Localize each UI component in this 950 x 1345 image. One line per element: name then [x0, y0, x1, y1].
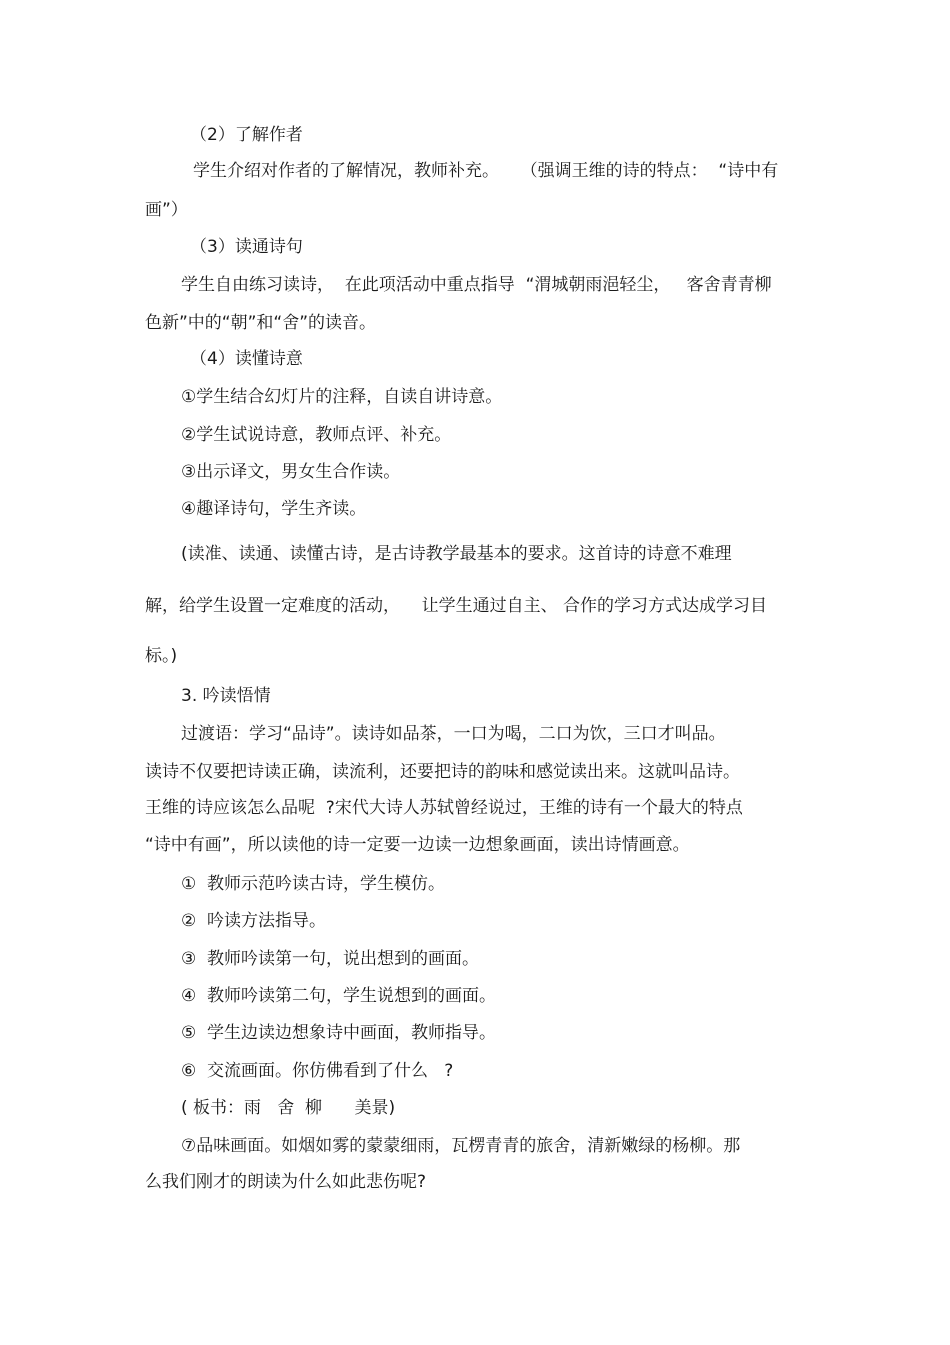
- paragraph-line: 读诗不仅要把诗读正确，读流利，还要把诗的韵味和感觉读出来。这就叫品诗。: [145, 762, 740, 782]
- paragraph-line: 学生介绍对作者的了解情况，教师补充。 （强调王维的诗的特点： “诗中有: [193, 161, 779, 181]
- list-item: ①学生结合幻灯片的注释，自读自讲诗意。: [181, 387, 503, 407]
- paragraph-line: 么我们刚才的朗读为什么如此悲伤呢?: [145, 1172, 427, 1192]
- paragraph-line: 解，给学生设置一定难度的活动， 让学生通过自主、 合作的学习方式达成学习目: [145, 596, 768, 616]
- paragraph-line: (读准、读通、读懂古诗，是古诗教学最基本的要求。这首诗的诗意不难理: [181, 544, 732, 564]
- list-item: ④趣译诗句，学生齐读。: [181, 499, 367, 519]
- list-item: ② 吟读方法指导。: [181, 911, 327, 931]
- paragraph-line: 色新”中的“朝”和“舍”的读音。: [145, 313, 377, 333]
- paragraph-line: ⑦品味画面。如烟如雾的蒙蒙细雨，瓦楞青青的旅舍，清新嫩绿的杨柳。那: [181, 1136, 741, 1156]
- list-item: ⑥ 交流画面。你仿佛看到了什么 ?: [181, 1061, 454, 1081]
- paragraph-line: 过渡语：学习“品诗”。读诗如品茶，一口为喝，二口为饮，三口才叫品。: [181, 724, 726, 744]
- paragraph-line: “诗中有画”，所以读他的诗一定要一边读一边想象画面，读出诗情画意。: [145, 835, 690, 855]
- paragraph-line: 标。): [145, 646, 178, 666]
- heading-understand-author: （2）了解作者: [190, 125, 303, 145]
- heading-read-through: （3）读通诗句: [190, 237, 303, 257]
- section-heading: 3. 吟读悟情: [181, 686, 271, 706]
- paragraph-line: 学生自由练习读诗， 在此项活动中重点指导 “渭城朝雨浥轻尘， 客舍青青柳: [181, 275, 772, 295]
- list-item: ③出示译文，男女生合作读。: [181, 462, 401, 482]
- list-item: ③ 教师吟读第一句，说出想到的画面。: [181, 949, 480, 969]
- heading-understand-meaning: （4）读懂诗意: [190, 349, 303, 369]
- paragraph-line: 画”）: [145, 200, 188, 220]
- paragraph-line: 王维的诗应该怎么品呢 ?宋代大诗人苏轼曾经说过，王维的诗有一个最大的特点: [145, 798, 743, 818]
- blackboard-note: ( 板书：雨 舍 柳 美景): [181, 1098, 396, 1118]
- list-item: ① 教师示范吟读古诗，学生模仿。: [181, 874, 446, 894]
- list-item: ②学生试说诗意，教师点评、补充。: [181, 425, 452, 445]
- list-item: ④ 教师吟读第二句，学生说想到的画面。: [181, 986, 497, 1006]
- list-item: ⑤ 学生边读边想象诗中画面，教师指导。: [181, 1023, 497, 1043]
